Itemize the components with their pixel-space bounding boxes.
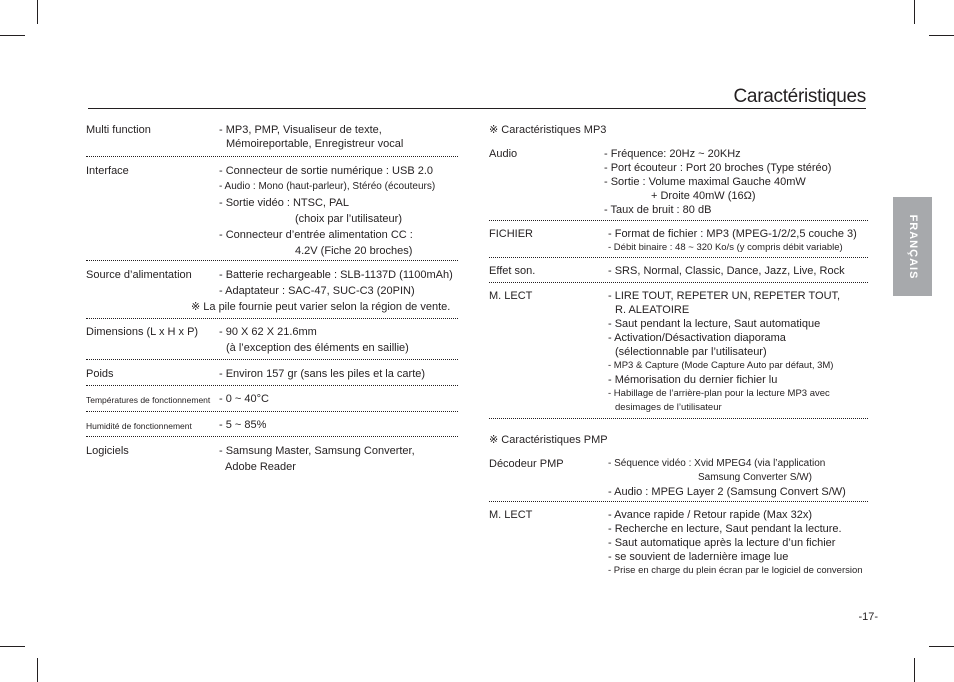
crop-mark [929,646,954,647]
right-spec-table [489,123,869,583]
spec-value: - Connecteur de sortie numérique : USB 2.0 - Audio : Mono (haut-parleur), Stéréo (écouteurs) - Sortie vidéo : NTSC, PAL (choix par l’utilisateur) - Connecteur d’entrée alimentation CC : 4.2V (Fiche 20 broches) [219,165,436,257]
spec-label: FICHIER [489,228,533,240]
dotted-divider [86,156,458,157]
spec-label: Audio [489,148,518,160]
spec-label: Humidité de fonctionnement [86,421,192,431]
region-note: ※ La pile fournie peut varier selon la région de vente. [191,301,451,313]
dotted-divider [86,411,458,412]
language-tab-label: FRANÇAIS [906,214,919,279]
spec-value: - Samsung Master, Samsung Converter, Adobe Reader [219,445,415,473]
spec-label: Effet son. [489,265,536,277]
spec-value: - LIRE TOUT, REPETER UN, REPETER TOUT, R. ALEATOIRE - Saut pendant la lecture, Saut automatique - Activation/Désactivation diaporama (sélectionnable par l’utilisateur) - MP3 & Capture (Mode Capture Auto par défaut, 3M) - Mémorisation du dernier fichier lu - Habillage de l’arrière-plan pour la lecture MP3 avec desimages de l’utilisateur [608,290,841,413]
dotted-divider [489,501,868,502]
spec-label: Poids [86,368,114,380]
spec-value: - 90 X 62 X 21.6mm (à l’exception des éléments en saillie) [219,326,409,354]
spec-value: - 5 ~ 85% [219,419,267,431]
spec-value: - Batterie rechargeable : SLB-1137D (1100mAh) - Adaptateur : SAC-47, SUC-C3 (20PIN) [219,269,453,297]
crop-mark [37,0,38,24]
spec-label: Logiciels [86,445,129,457]
spec-label: Dimensions (L x H x P) [86,326,199,338]
mp3-section-heading: ※ Caractéristiques MP3 [489,124,607,136]
spec-value: - Séquence vidéo : Xvid MPEG4 (via l’application Samsung Converter S/W) - Audio : MPEG Layer 2 (Samsung Convert S/W) [608,458,846,498]
title-rule [88,108,866,109]
dotted-divider [489,282,868,283]
dotted-divider [86,318,458,319]
crop-mark [0,646,25,647]
dotted-divider [86,359,458,360]
left-spec-table [86,123,460,483]
pmp-section-heading: ※ Caractéristiques PMP [489,434,608,446]
crop-mark [929,35,954,36]
dotted-divider [86,260,458,261]
spec-value: - Format de fichier : MP3 (MPEG-1/2/2,5 couche 3) - Débit binaire : 48 ~ 320 Ko/s (y compris débit variable) [608,228,857,253]
crop-mark [37,658,38,682]
spec-label: Décodeur PMP [489,458,564,470]
spec-label: Températures de fonctionnement [86,395,211,405]
spec-value: - Fréquence: 20Hz ~ 20KHz - Port écouteur : Port 20 broches (Type stéréo) - Sortie : Volume maximal Gauche 40mW + Droite 40mW (16Ω) - Taux de bruit : 80 dB [604,148,832,216]
dotted-divider [86,385,458,386]
spec-label: Multi function [86,124,151,136]
dotted-divider [489,418,868,419]
page-number: -17- [858,611,878,623]
spec-value: - 0 ~ 40°C [219,393,269,405]
spec-value: - Environ 157 gr (sans les piles et la carte) [219,368,426,380]
spec-label: M. LECT [489,290,533,302]
spec-label: Interface [86,165,129,177]
crop-mark [914,658,915,682]
dotted-divider [86,436,458,437]
spec-label: Source d’alimentation [86,269,192,281]
spec-label: M. LECT [489,509,533,521]
page-title: Caractéristiques [733,86,866,107]
spec-value: - SRS, Normal, Classic, Dance, Jazz, Live, Rock [608,265,845,277]
spec-value: - MP3, PMP, Visualiseur de texte, Mémoireportable, Enregistreur vocal [219,124,404,150]
language-tab [893,197,932,296]
dotted-divider [489,257,868,258]
spec-value: - Avance rapide / Retour rapide (Max 32x) - Recherche en lecture, Saut pendant la lecture. - Saut automatique après la lecture d’un fichier - se souvient de ladernière image lue - Prise en charge du plein écran par le logiciel de conversion [608,509,863,576]
dotted-divider [489,220,868,221]
crop-mark [0,35,25,36]
crop-mark [914,0,915,24]
